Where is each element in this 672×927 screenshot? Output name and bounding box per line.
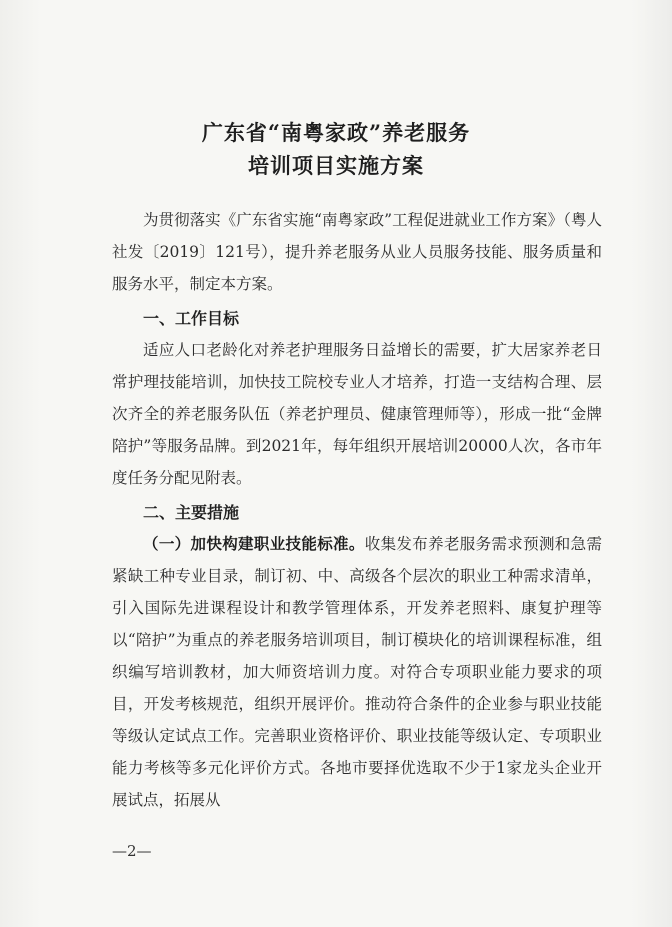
measure-1-body: 收集发布养老服务需求预测和急需紧缺工种专业目录，制订初、中、高级各个层次的职业工种需求清单，引入国际先进课程设计和教学管理体系，开发养老照料、康复护理等以“陪护”为重点的养老服务培训项目，制订模块化的培训课程标准，组织编写培训教材，加大师资培训力度。对符合专项职业能力要求的项目，开发考核规范，组织开展评价。推动符合条件的企业参与职业技能等级认定试点工作。完善职业资格评价、职业技能等级认定、专项职业能力考核等多元化评价方式。各地市要择优选取不少于1家龙头企业开展试点，拓展从 bbox=[112, 535, 602, 809]
section-heading-goals: 一、工作目标 bbox=[143, 309, 240, 328]
document-title-line-1: 广东省“南粤家政”养老服务 bbox=[201, 120, 471, 145]
section-heading-measures: 二、主要措施 bbox=[143, 503, 240, 522]
page-number: —2— bbox=[112, 842, 152, 860]
measure-1-paragraph bbox=[112, 528, 602, 816]
goals-paragraph: 适应人口老龄化对养老护理服务日益增长的需要，扩大居家养老日常护理技能培训，加快技工院校专业人才培养，打造一支结构合理、层次齐全的养老服务队伍（养老护理员、健康管理师等），形成一批“金牌陪护”等服务品牌。到2021年，每年组织开展培训20000人次，各市年度任务分配见附表。 bbox=[112, 341, 602, 487]
measure-1-lead: （一）加快构建职业技能标准。 bbox=[143, 534, 365, 553]
intro-paragraph: 为贯彻落实《广东省实施“南粤家政”工程促进就业工作方案》（粤人社发〔2019〕121号），提升养老服务从业人员服务技能、服务质量和服务水平，制定本方案。 bbox=[112, 211, 602, 293]
document-title-line-2: 培训项目实施方案 bbox=[248, 153, 424, 178]
